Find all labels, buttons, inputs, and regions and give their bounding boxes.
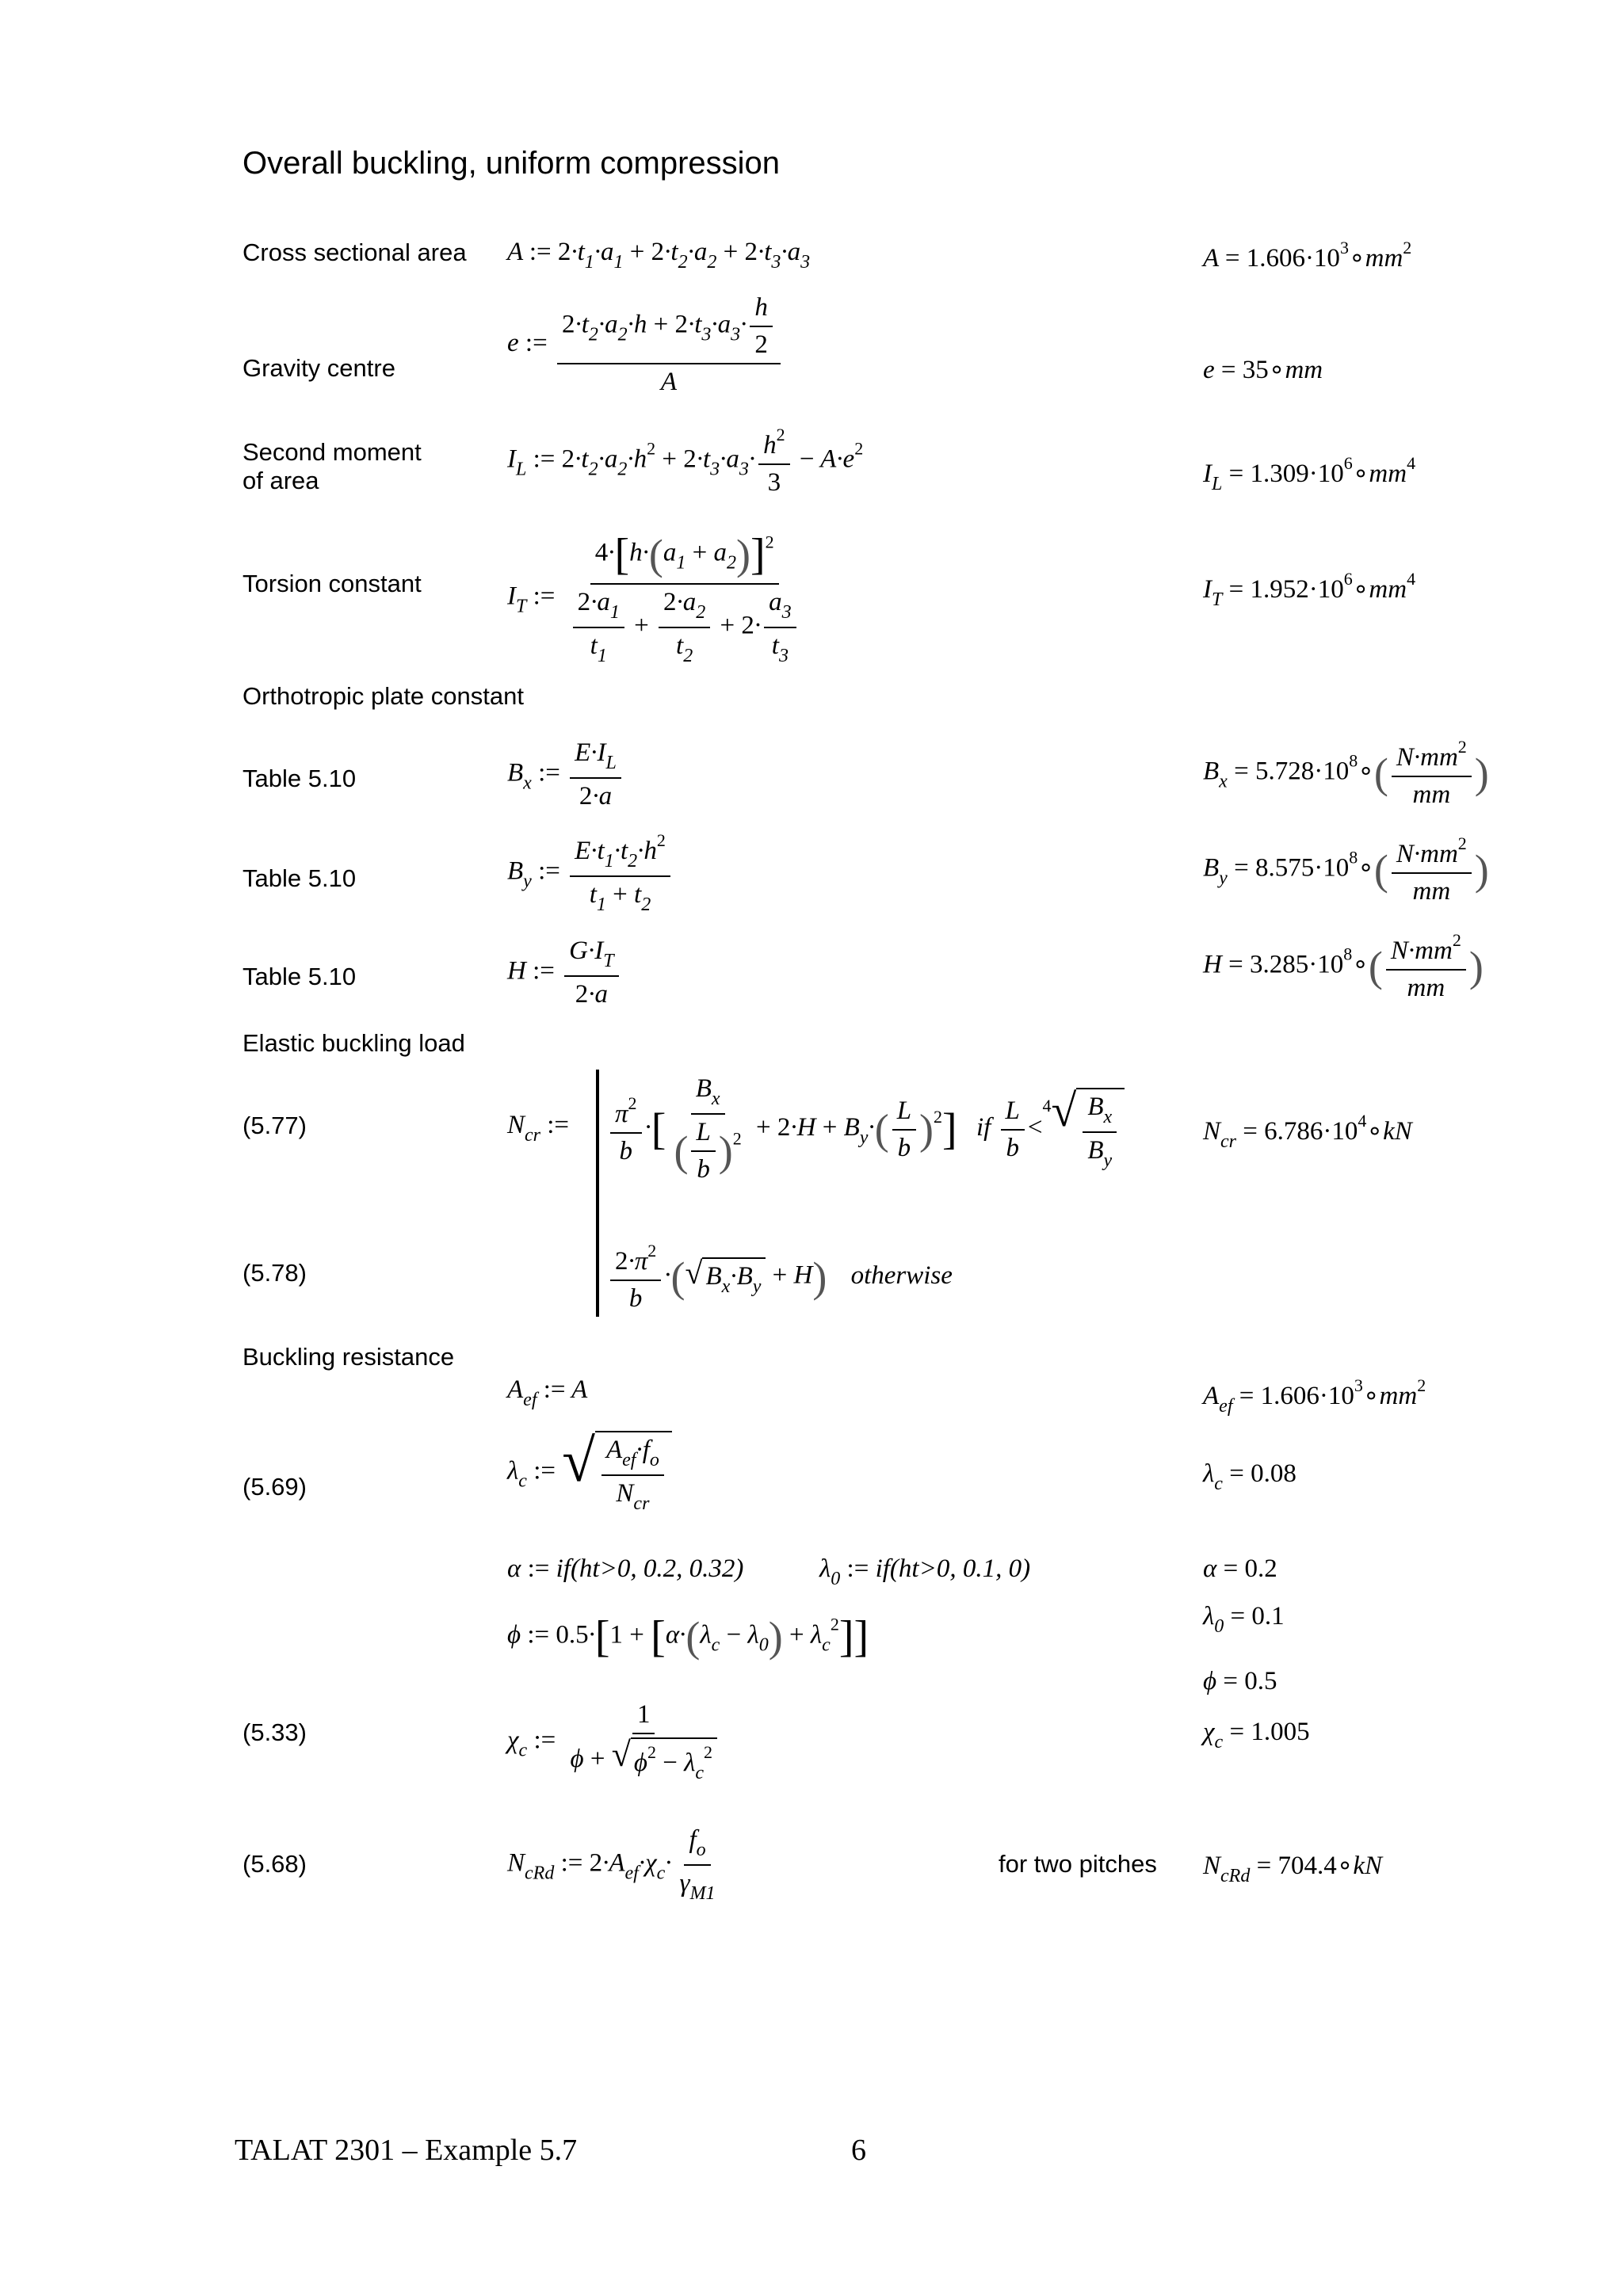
label-two-pitches: for two pitches (999, 1850, 1157, 1878)
label-gravity: Gravity centre (242, 354, 395, 382)
formula-lambda-c: $\lambda_c$ := √ $A_{ef}\cdot f_o$ $N_{cr}$ (507, 1431, 672, 1515)
label-table-3: Table 5.10 (242, 963, 357, 990)
label-area: Cross sectional area (242, 238, 467, 266)
label-moment-2: of area (242, 467, 319, 494)
label-eq-569: (5.69) (242, 1473, 307, 1501)
label-torsion: Torsion constant (242, 570, 422, 597)
label-orthotropic: Orthotropic plate constant (242, 682, 524, 710)
formula-ncr-case-1: $\frac{\pi^2}{b}$ ·[ $B_x$ ( $\frac{L}{b}$ )$^2$ + $2\cdot H + B_y\cdot$( $\frac{L}{b}$ )$^2$] if $\frac{L}{b}$ <$^4$ √ $\frac{B_x}{B_y}$ (607, 1074, 1125, 1184)
label-eq-568: (5.68) (242, 1850, 307, 1878)
result-by: $B_y$ = $8.575\cdot 10^8\circ$( $\frac{N\cdot mm^2}{mm}$ ) (1203, 833, 1489, 906)
footer-document-id: TALAT 2301 – Example 5.7 (235, 2134, 578, 2167)
label-table-1: Table 5.10 (242, 765, 357, 792)
formula-ncr-case-2: $\frac{2\cdot\pi^2}{b}$ ·( √ $B_x\cdot B_y$ + H) otherwise (607, 1241, 953, 1314)
formula-ncr-lhs: $N_{cr}$ := (507, 1111, 570, 1146)
result-phi: ϕ = 0.5 (1203, 1667, 1277, 1695)
label-eq-577: (5.77) (242, 1112, 307, 1139)
formula-gravity: e := $2\cdot t_2\cdot a_2\cdot h + 2\cdot t_3\cdot a_3\cdot$ $\frac{h}{2}$ A (507, 293, 784, 397)
formula-chi-c: $\chi_c$ := 1 ϕ + √ $\phi^2 - \lambda_c^2$ (507, 1700, 725, 1784)
result-ncrd: $N_{cRd}$ = 704.4∘kN (1203, 1852, 1383, 1886)
label-eq-533: (5.33) (242, 1718, 307, 1746)
label-eq-578: (5.78) (242, 1259, 307, 1287)
result-moment: $I_L$ = $1.309\cdot 10^6\circ mm^4$ (1203, 453, 1416, 494)
formula-by: $B_y$ := $\frac{E\cdot t_1\cdot t_2\cdot h^2}{t_1 + t_2}$ (507, 830, 674, 916)
formula-lambda-0: $\lambda_0$ := if(ht>0, 0.1, 0) (819, 1554, 1031, 1589)
result-lambda-c: $\lambda_c = 0.08$ (1203, 1459, 1296, 1494)
formula-bx: $B_x$ := $\frac{E\cdot I_L}{2\cdot a}$ (507, 738, 624, 811)
formula-torsion: $I_T$ := $4\cdot[h\cdot(a_1 + a_2)]^2$ $\frac{2\cdot a_1}{t_1}$ + $\frac{2\cdot a_2}{t_2}$ + 2· $\frac{a_3}{t_3}$ (507, 529, 808, 667)
result-lambda-0: $\lambda_0 = 0.1$ (1203, 1602, 1285, 1637)
label-resistance: Buckling resistance (242, 1343, 455, 1371)
formula-ncrd: $N_{cRd}$ := $2\cdot A_{ef}\cdot\chi_c\cdot$ $\frac{f_o}{\gamma_{M1}}$ (507, 1825, 716, 1904)
formula-area: A := $2\cdot t_1\cdot a_1 + 2\cdot t_2\cdot a_2 + 2\cdot t_3\cdot a_3$ (507, 238, 811, 273)
result-bx: $B_x$ = $5.728\cdot 10^8\circ$( $\frac{N\cdot mm^2}{mm}$ ) (1203, 737, 1489, 809)
label-elastic: Elastic buckling load (242, 1029, 465, 1057)
formula-aef: $A_{ef}$ := A (507, 1375, 588, 1410)
result-chi-c: $\chi_c = 1.005$ (1203, 1718, 1310, 1753)
formula-alpha: α := if(ht>0, 0.2, 0.32) (507, 1554, 744, 1583)
result-h: $H = 3.285\cdot 10^8\circ$( $\frac{N\cdot mm^2}{mm}$ ) (1203, 930, 1484, 1002)
page-title: Overall buckling, uniform compression (242, 146, 781, 181)
label-table-2: Table 5.10 (242, 864, 357, 892)
label-moment-1: Second moment (242, 438, 422, 466)
footer-page-number: 6 (851, 2134, 866, 2167)
result-torsion: $I_T$ = $1.952\cdot 10^6\circ mm^4$ (1203, 569, 1416, 610)
result-aef: $A_{ef}$ = $1.606\cdot 10^3\circ mm^2$ (1203, 1375, 1426, 1417)
formula-moment: $I_L$ := $2\cdot t_2\cdot a_2\cdot h^2 + 2\cdot t_3\cdot a_3\cdot$ $\frac{h^2}{3}$ − $A\cdot e^2$ (507, 425, 864, 497)
result-gravity: e = 35∘mm (1203, 356, 1323, 384)
formula-h: H := $\frac{G\cdot I_T}{2\cdot a}$ (507, 936, 622, 1009)
formula-phi: ϕ := $0.5\cdot[1 + [\alpha\cdot(\lambda_c - \lambda_0) + \lambda_c^2]]$ (507, 1612, 869, 1661)
result-alpha: α = 0.2 (1203, 1554, 1277, 1583)
result-area: $A = 1.606\cdot 10^3\circ mm^2$ (1203, 238, 1412, 273)
result-ncr: $N_{cr}$ = $6.786\cdot 10^4\circ kN$ (1203, 1111, 1412, 1152)
